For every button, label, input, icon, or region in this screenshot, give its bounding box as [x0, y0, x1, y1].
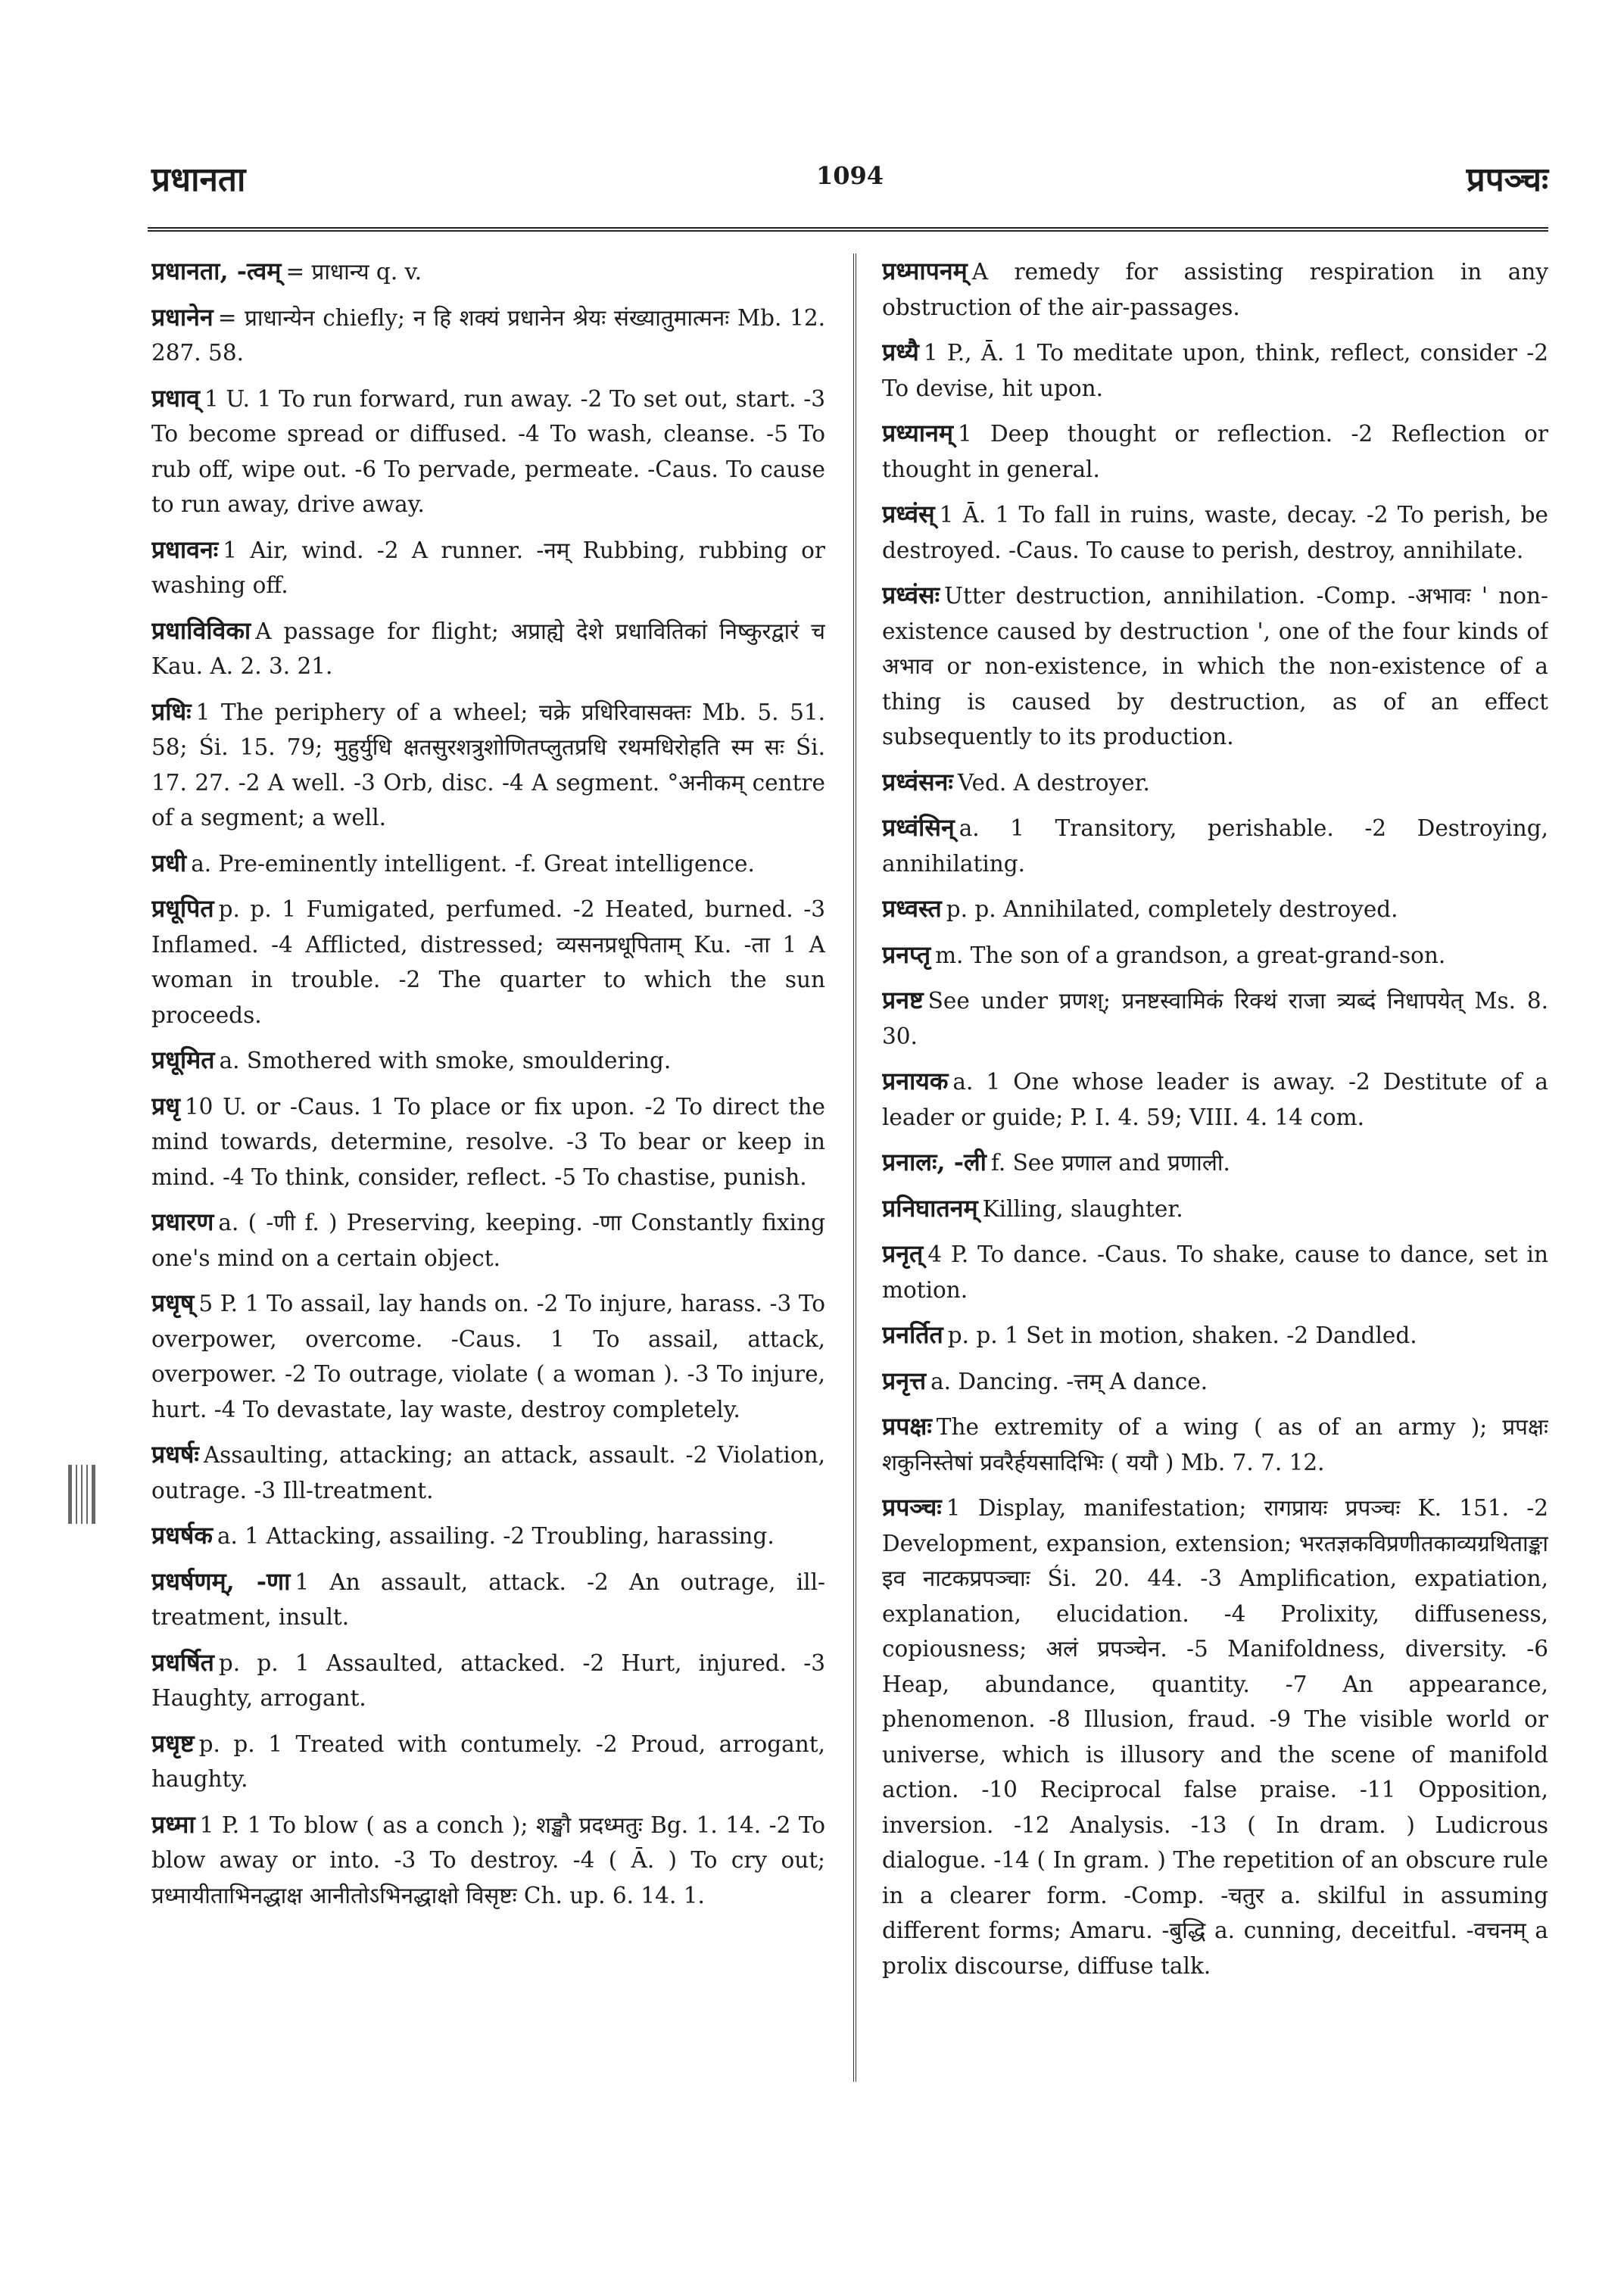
entry-headword: प्रनष्ट	[882, 986, 924, 1014]
entry-definition: a. Dancing. -त्तम् A dance.	[930, 1368, 1208, 1394]
dictionary-entry	[882, 983, 1548, 1054]
right-column	[882, 254, 1548, 2104]
entry-headword: प्रनर्तित	[882, 1320, 943, 1349]
entry-headword: प्रनृत्त	[882, 1366, 927, 1395]
entry-definition: 1 Deep thought or reflection. -2 Reflection or thought in general.	[882, 421, 1548, 482]
entry-headword: प्रध्वंसिन्	[882, 813, 955, 842]
dictionary-entry	[151, 613, 825, 684]
entry-headword: प्रध्मा	[151, 1809, 195, 1839]
dictionary-entry	[151, 846, 825, 882]
dictionary-entry	[882, 335, 1548, 406]
entry-definition: A passage for flight; अप्राह्ये देशे प्रधावितिकां निष्कुरद्वारं च Kau. A. 2. 3. 21.	[151, 618, 825, 679]
entry-headword: प्रधर्षणम्, -णा	[151, 1566, 291, 1596]
dictionary-entry	[151, 300, 825, 371]
dictionary-entry	[882, 1236, 1548, 1307]
entry-definition: a. Smothered with smoke, smouldering.	[219, 1048, 672, 1073]
entry-definition: 1 P. 1 To blow ( as a conch ); शङ्खौ प्रदध्मतुः Bg. 1. 14. -2 To blow away or into. -3 To destroy. -4 ( Ā. ) To cry out; प्रध्मायीताभिनद्धाक्ष आनीतोऽभिनद्धाक्षो विसृष्टः Ch. up. 6. 14. 1.	[151, 1812, 825, 1908]
dictionary-entry	[151, 1807, 825, 1914]
entry-headword: प्रधाविविका	[151, 615, 251, 645]
entry-definition: = प्राधान्य q. v.	[285, 259, 422, 285]
running-header	[151, 155, 1548, 208]
dictionary-entry	[151, 1518, 825, 1554]
entry-headword: प्रधर्षः	[151, 1440, 199, 1469]
header-right-catchword: प्रपञ्चः	[1466, 160, 1548, 199]
entry-definition: Assaulting, attacking; an attack, assault. -2 Violation, outrage. -3 Ill-treatment.	[151, 1442, 825, 1503]
entry-headword: प्रधूपित	[151, 894, 214, 923]
entry-headword: प्रधर्षक	[151, 1521, 213, 1550]
dictionary-entry	[151, 1437, 825, 1508]
entry-headword: प्रपक्षः	[882, 1412, 932, 1441]
dictionary-entry	[882, 765, 1548, 801]
dictionary-entry	[882, 578, 1548, 755]
dictionary-entry	[882, 254, 1548, 325]
entry-headword: प्रनायक	[882, 1067, 949, 1095]
entry-headword: प्रधानेन	[151, 302, 214, 332]
entry-definition: 1 Display, manifestation; रागप्रायः प्रपञ्चः K. 151. -2 Development, expansion, extension; भरतज्ञकविप्रणीतकाव्यग्रथिताङ्का इव नाटकप्रपञ्चाः Śi. 20. 44. -3 Amplification, expatiation, explanation, elucidation. -4 Prolixity, diffuseness, copiousness; अलं प्रपञ्चेन. -5 Manifoldness, diversity. -6 Heap, abundance, quantity. -7 An appearance, phenomenon. -8 Illusion, fraud. -9 The visible world or universe, which is illusory and the scene of manifold action. -10 Reciprocal false praise. -11 Opposition, inversion. -12 Analysis. -13 ( In dram. ) Ludicrous dialogue. -14 ( In gram. ) The repetition of an obscure rule in a clearer form. -Comp. -चतुर a. skilful in assuming different forms; Amaru. -बुद्धि a. cunning, deceitful. -वचनम् a prolix discourse, diffuse talk.	[882, 1495, 1548, 1979]
entry-definition: a. 1 One whose leader is away. -2 Destitute of a leader or guide; P. I. 4. 59; VIII. 4. 14 com.	[882, 1069, 1548, 1130]
dictionary-entry	[151, 694, 825, 836]
entry-definition: p. p. 1 Fumigated, perfumed. -2 Heated, burned. -3 Inflamed. -4 Afflicted, distressed; व्यसनप्रधूपिताम् Ku. -ता 1 A woman in trouble. -2 The quarter to which the sun proceeds.	[151, 896, 825, 1028]
dictionary-entry	[151, 1042, 825, 1079]
entry-definition: 5 P. 1 To assail, lay hands on. -2 To injure, harass. -3 To overpower, overcome. -Caus. 1 To assail, attack, overpower. -2 To outrage, violate ( a woman ). -3 To injure, hurt. -4 To devastate, lay waste, destroy completely.	[151, 1291, 825, 1422]
entry-headword: प्रधारण	[151, 1207, 214, 1236]
binding-mark	[68, 1465, 95, 1524]
entry-definition: p. p. 1 Treated with contumely. -2 Proud, arrogant, haughty.	[151, 1731, 825, 1792]
dictionary-entry	[882, 497, 1548, 568]
header-rule	[148, 227, 1548, 232]
dictionary-entry	[882, 1317, 1548, 1354]
entry-definition: Utter destruction, annihilation. -Comp. -अभावः ' non-existence caused by destruction ', one of the four kinds of अभाव or non-existence, in which the non-existence of a thing is caused by destruction, as of an effect subsequently to its production.	[882, 583, 1548, 749]
entry-headword: प्रधृ	[151, 1091, 180, 1120]
entry-definition: = प्राधान्येन chiefly; न हि शक्यं प्रधानेन श्रेयः संख्यातुमात्मनः Mb. 12. 287. 58.	[151, 304, 825, 366]
dictionary-entry	[151, 1204, 825, 1276]
dictionary-entry	[882, 416, 1548, 487]
entry-definition: p. p. Annihilated, completely destroyed.	[946, 896, 1398, 922]
entry-headword: प्रपञ्चः	[882, 1493, 942, 1522]
dictionary-entry	[151, 254, 825, 290]
entry-definition: f. See प्रणाल and प्रणाली.	[990, 1150, 1230, 1176]
entry-definition: Killing, slaughter.	[982, 1195, 1183, 1222]
dictionary-entry	[151, 1089, 825, 1195]
entry-headword: प्रनालः, -ली	[882, 1148, 987, 1176]
entry-definition: a. ( -णी f. ) Preserving, keeping. -णा Constantly fixing one's mind on a certain object.	[151, 1210, 825, 1271]
entry-definition: p. p. 1 Assaulted, attacked. -2 Hurt, injured. -3 Haughty, arrogant.	[151, 1650, 825, 1711]
dictionary-entry	[151, 1564, 825, 1635]
entry-headword: प्रध्यानम्	[882, 419, 953, 447]
dictionary-entry	[882, 1409, 1548, 1480]
dictionary-entry	[882, 1064, 1548, 1135]
entry-definition: 10 U. or -Caus. 1 To place or fix upon. -2 To direct the mind towards, determine, resolve. -3 To bear or keep in mind. -4 To think, consider, reflect. -5 To chastise, punish.	[151, 1093, 825, 1190]
dictionary-entry	[151, 891, 825, 1033]
entry-definition: A remedy for assisting respiration in any obstruction of the air-passages.	[882, 259, 1548, 320]
entry-definition: 4 P. To dance. -Caus. To shake, cause to dance, set in motion.	[882, 1242, 1548, 1303]
dictionary-entry	[151, 1645, 825, 1716]
entry-definition: The extremity of a wing ( as of an army ); प्रपक्षः शकुनिस्तेषां प्रवरैर्हयसादिभिः ( ययौ ) Mb. 7. 7. 12.	[882, 1414, 1548, 1475]
dictionary-entry	[882, 1490, 1548, 1983]
entry-headword: प्रधानता, -त्वम्	[151, 257, 282, 285]
dictionary-entry	[882, 937, 1548, 974]
header-left-catchword: प्रधानता	[151, 160, 246, 199]
entry-definition: Ved. A destroyer.	[957, 769, 1150, 796]
entry-definition: p. p. 1 Set in motion, shaken. -2 Dandled.	[947, 1323, 1417, 1348]
entry-headword: प्रधृष्ट	[151, 1728, 195, 1758]
dictionary-entry	[882, 810, 1548, 881]
column-divider	[853, 254, 856, 2082]
entry-definition: 1 P., Ā. 1 To meditate upon, think, reflect, consider -2 To devise, hit upon.	[882, 340, 1548, 401]
dictionary-entry	[151, 532, 825, 603]
entry-headword: प्रनृत्	[882, 1239, 924, 1268]
dictionary-entry	[882, 1363, 1548, 1400]
entry-definition: 1 Air, wind. -2 A runner. -नम् Rubbing, rubbing or washing off.	[151, 537, 825, 598]
dictionary-entry	[882, 891, 1548, 927]
left-column	[151, 254, 825, 2104]
entry-headword: प्रधाव्	[151, 383, 200, 413]
entry-headword: प्रध्यै	[882, 338, 919, 366]
entry-definition: a. 1 Transitory, perishable. -2 Destroying, annihilating.	[882, 815, 1548, 877]
entry-definition: 1 U. 1 To run forward, run away. -2 To set out, start. -3 To become spread or diffused. -4 To wash, cleanse. -5 To rub off, wipe out. -6 To pervade, permeate. -Caus. To cause to run away, drive away.	[151, 385, 825, 517]
entry-headword: प्रध्मापनम्	[882, 257, 968, 285]
entry-headword: प्रनप्तृ	[882, 939, 931, 969]
entry-definition: m. The son of a grandson, a great-grand-son.	[935, 942, 1446, 968]
page-number: 1094	[815, 161, 884, 190]
entry-headword: प्रधिः	[151, 696, 192, 726]
entry-headword: प्रध्वंसनः	[882, 767, 953, 796]
entry-headword: प्रध्वंस्	[882, 500, 935, 528]
entry-headword: प्रधावनः	[151, 534, 219, 564]
entry-headword: प्रनिघातनम्	[882, 1193, 978, 1223]
entry-definition: a. Pre-eminently intelligent. -f. Great intelligence.	[191, 850, 755, 877]
dictionary-entry	[151, 1285, 825, 1427]
entry-definition: 1 The periphery of a wheel; चक्रे प्रधिरिवासक्तः Mb. 5. 51. 58; Śi. 15. 79; मुहुर्युधि क्षतसुरशत्रुशोणितप्लुतप्रधि रथमधिरोहति स्म सः Śi. 17. 27. -2 A well. -3 Orb, disc. -4 A segment. °अनीकम् centre of a segment; a well.	[151, 699, 825, 830]
dictionary-entry	[882, 1145, 1548, 1181]
entry-definition: 1 Ā. 1 To fall in ruins, waste, decay. -2 To perish, be destroyed. -Caus. To cause to perish, destroy, annihilate.	[882, 502, 1548, 563]
entry-headword: प्रधी	[151, 848, 187, 877]
dictionary-entry	[151, 1726, 825, 1797]
entry-headword: प्रधर्षित	[151, 1647, 214, 1677]
entry-definition: a. 1 Attacking, assailing. -2 Troubling, harassing.	[217, 1523, 775, 1549]
entry-headword: प्रध्वंसः	[882, 581, 940, 609]
entry-definition: See under प्रणश्; प्रनष्टस्वामिकं रिक्थं राजा त्र्यब्दं निधापयेत् Ms. 8. 30.	[882, 988, 1548, 1049]
entry-headword: प्रध्वस्त	[882, 894, 942, 923]
dictionary-entry	[151, 381, 825, 522]
dictionary-entry	[882, 1191, 1548, 1227]
entry-headword: प्रधूमित	[151, 1045, 215, 1074]
entry-headword: प्रधृष्	[151, 1288, 195, 1317]
entry-definition: 1 An assault, attack. -2 An outrage, ill-treatment, insult.	[151, 1569, 825, 1630]
